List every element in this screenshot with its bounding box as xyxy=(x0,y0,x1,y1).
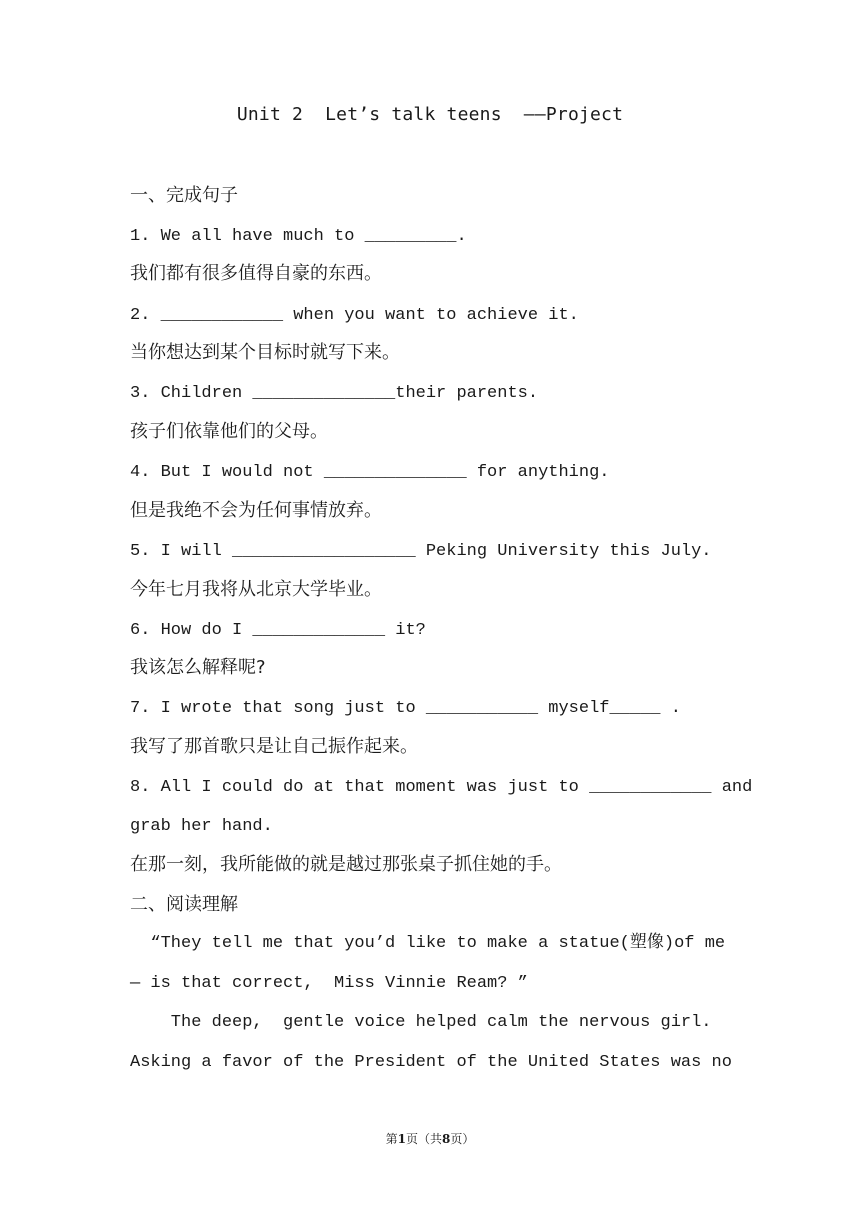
passage-line-3: The deep, gentle voice helped calm the nervous girl. xyxy=(130,1013,712,1032)
page-footer xyxy=(0,1130,860,1147)
exercise-item-8-line-1: 8. All I could do at that moment was just to ____________ and xyxy=(130,778,753,797)
footer-prefix: 第 xyxy=(385,1132,398,1146)
exercise-item-1-translation: 我们都有很多值得自豪的东西。 xyxy=(130,263,382,284)
exercise-item-4-translation: 但是我绝不会为任何事情放弃。 xyxy=(130,500,382,521)
page-title: Unit 2 Let’s talk teens ——Project xyxy=(236,104,624,125)
footer-middle: 页（共 xyxy=(405,1132,442,1146)
passage-line-1: “They tell me that you’d like to make a statue(塑像)of me xyxy=(130,934,726,953)
footer-suffix: 页） xyxy=(450,1132,475,1146)
exercise-item-3-translation: 孩子们依靠他们的父母。 xyxy=(130,421,328,442)
exercise-item-8-translation: 在那一刻，我所能做的就是越过那张桌子抓住她的手。 xyxy=(130,854,562,875)
exercise-item-8-line-2: grab her hand. xyxy=(130,817,273,836)
passage-line-2: — is that correct, Miss Vinnie Ream? ” xyxy=(130,974,528,993)
section-heading-complete-sentences: 一、完成句子 xyxy=(130,185,238,206)
exercise-item-1: 1. We all have much to _________. xyxy=(130,227,467,246)
exercise-item-6: 6. How do I _____________ it? xyxy=(130,621,426,640)
exercise-item-6-translation: 我该怎么解释呢? xyxy=(130,657,266,678)
exercise-item-4: 4. But I would not ______________ for anything. xyxy=(130,463,610,482)
exercise-item-5: 5. I will __________________ Peking University this July. xyxy=(130,542,712,561)
exercise-item-5-translation: 今年七月我将从北京大学毕业。 xyxy=(130,579,382,600)
footer-page-number: 1 xyxy=(397,1132,406,1146)
footer-total-pages: 8 xyxy=(442,1132,451,1146)
exercise-item-3: 3. Children ______________their parents. xyxy=(130,384,539,403)
exercise-item-2-translation: 当你想达到某个目标时就写下来。 xyxy=(130,342,400,363)
exercise-item-2: 2. ____________ when you want to achieve it. xyxy=(130,306,579,325)
section-heading-reading: 二、阅读理解 xyxy=(130,894,238,915)
exercise-item-7: 7. I wrote that song just to ___________ myself_____ . xyxy=(130,699,681,718)
exercise-item-7-translation: 我写了那首歌只是让自己振作起来。 xyxy=(130,736,418,757)
passage-line-4: Asking a favor of the President of the United States was no xyxy=(130,1053,732,1072)
